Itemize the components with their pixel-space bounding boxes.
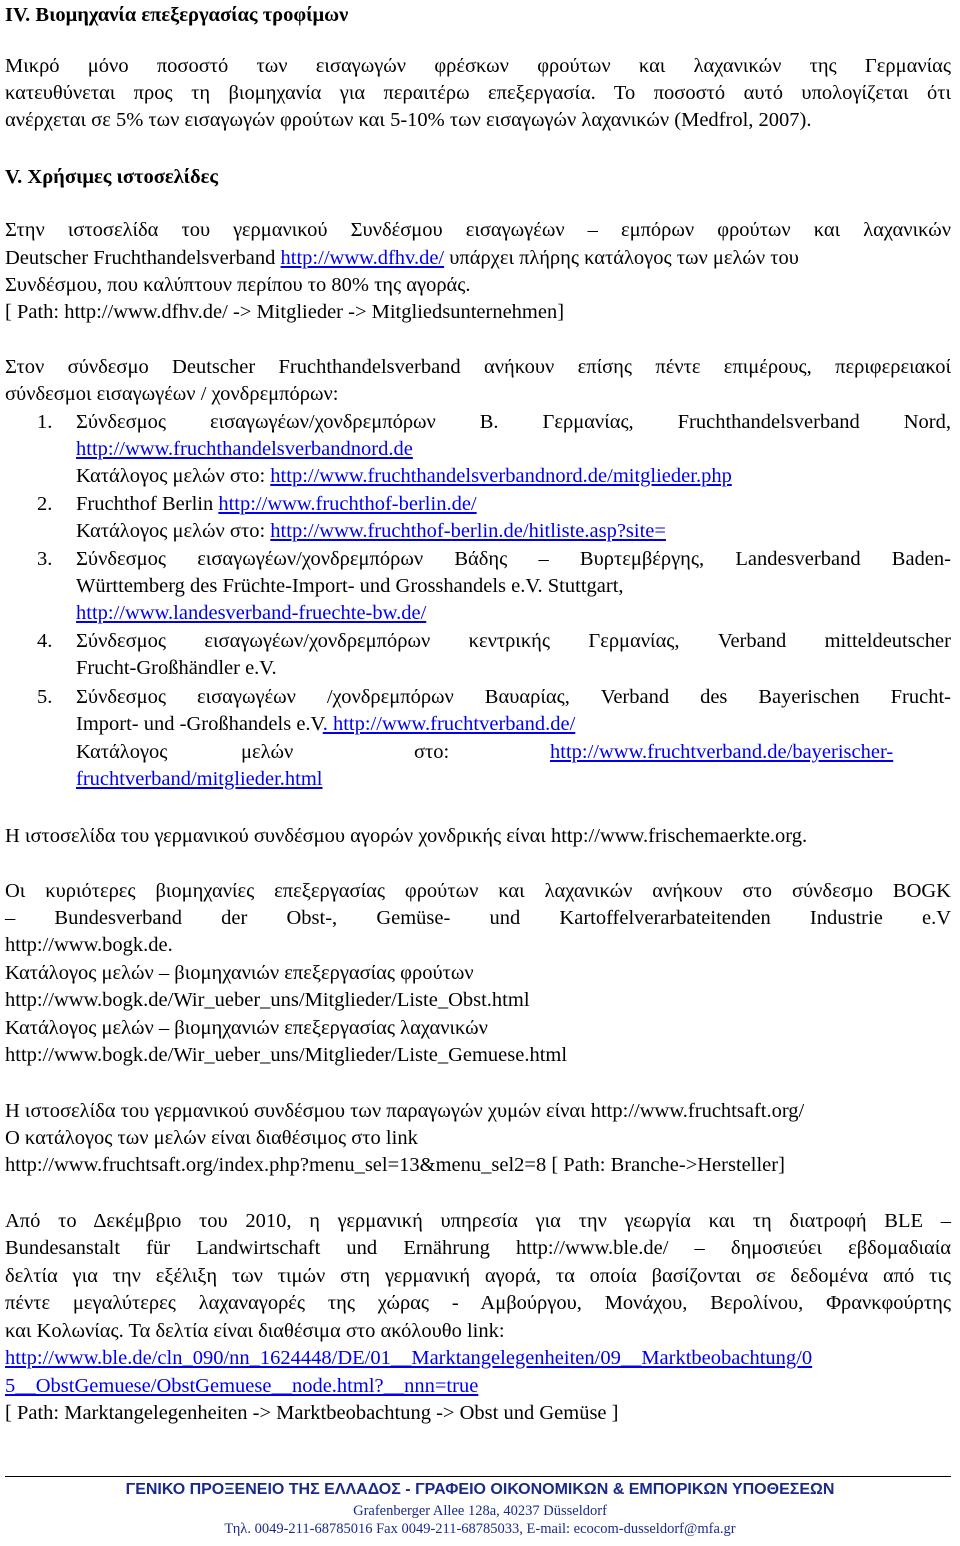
paragraph-line: Ο κατάλογος των μελών είναι διαθέσιμος στο link: [5, 1127, 418, 1149]
ble-link-line: [5, 1373, 478, 1400]
ble-link-line: [5, 1345, 812, 1372]
catalog-label: στο:: [414, 741, 450, 763]
footer-divider: [5, 1476, 951, 1477]
fruchthof-berlin-link[interactable]: http://www.fruchthof-berlin.de/: [218, 493, 477, 515]
ble-marktbeobachtung-link[interactable]: http://www.ble.de/cln_090/nn_1624448/DE/01__Marktangelegenheiten/09__Marktbeobachtung/0: [5, 1347, 813, 1369]
list-item-text: Import- und -Großhandels e.V: [76, 713, 323, 735]
list-item-line: [76, 518, 666, 545]
list-number: 2.: [37, 493, 53, 515]
bayerischer-members-link[interactable]: http://www.fruchtverband.de/bayerischer-: [550, 741, 894, 763]
nord-members-link[interactable]: http://www.fruchthandelsverbandnord.de/mitglieder.php: [270, 465, 732, 487]
paragraph-line: Από το Δεκέμβριο του 2010, η γερμανική υπηρεσία για την γεωργία και τη διατροφή BLE –: [5, 1210, 951, 1232]
path-line: [ Path: Marktangelegenheiten -> Marktbeobachtung -> Obst und Gemüse ]: [5, 1402, 619, 1424]
paragraph-line: Η ιστοσελίδα του γερμανικού συνδέσμου αγορών χονδρικής είναι http://www.frischemaerkte.org.: [5, 825, 808, 847]
paragraph-line: Στην ιστοσελίδα του γερμανικού Συνδέσμου εισαγωγέων – εμπόρων φρούτων και λαχανικών: [5, 219, 951, 241]
list-number: 1.: [37, 411, 53, 433]
list-item-line: [76, 436, 413, 463]
list-item-text: Σύνδεσμος εισαγωγέων/χονδρεμπόρων Β. Γερμανίας, Fruchthandelsverband Nord,: [76, 411, 951, 433]
list-item-text: Σύνδεσμος εισαγωγέων/χονδρεμπόρων Βάδης – Βυρτεμβέργης, Landesverband Baden-: [76, 548, 951, 570]
paragraph-line: http://www.fruchtsaft.org/index.php?menu_sel=13&menu_sel2=8 [ Path: Branche->Hersteller]: [5, 1154, 785, 1176]
paragraph-line: [5, 245, 799, 272]
footer-title: ΓΕΝΙΚΟ ΠΡΟΞΕΝΕΙΟ ΤΗΣ ΕΛΛΑΔΟΣ - ΓΡΑΦΕΙΟ ΟΙΚΟΝΟΜΙΚΩΝ & ΕΜΠΟΡΙΚΩΝ ΥΠΟΘΕΣΕΩΝ: [125, 1481, 835, 1498]
footer-address: Grafenberger Allee 128a, 40237 Düsseldorf: [353, 1503, 607, 1519]
catalog-label: μελών: [241, 741, 294, 763]
ble-marktbeobachtung-link[interactable]: 5__ObstGemuese/ObstGemuese__node.html?__nnn=true: [5, 1375, 479, 1397]
list-item-text: Frucht-Großhändler e.V.: [76, 657, 277, 679]
bayerischer-members-link-part2: [76, 766, 323, 793]
fruchtverband-link[interactable]: . http://www.fruchtverband.de/: [322, 713, 576, 735]
paragraph-line: Στον σύνδεσμο Deutscher Fruchthandelsverband ανήκουν επίσης πέντε επιμέρους, περιφερειακοί: [5, 356, 951, 378]
paragraph-line: ανέρχεται σε 5% των εισαγωγών φρούτων και 5-10% των εισαγωγών λαχανικών (Medfrol, 2007).: [5, 109, 812, 131]
paragraph-line: πέντε μεγαλύτερες λαχαναγορές της χώρας - Αμβούργου, Μονάχου, Βερολίνου, Φρανκφούρτης: [5, 1292, 951, 1314]
list-item-line: [76, 491, 477, 518]
paragraph-line: και Κολωνίας. Τα δελτία είναι διαθέσιμα στο ακόλουθο link:: [5, 1320, 505, 1342]
list-item-line: [76, 463, 732, 490]
inline-text: υπάρχει πλήρης κατάλογος των μελών του: [444, 247, 799, 269]
paragraph-line: Η ιστοσελίδα του γερμανικού συνδέσμου των παραγωγών χυμών είναι http://www.fruchtsaft.org/: [5, 1100, 805, 1122]
paragraph-line: http://www.bogk.de/Wir_ueber_uns/Mitglieder/Liste_Gemuese.html: [5, 1044, 568, 1066]
paragraph-line: Συνδέσμου, που καλύπτουν περίπου το 80% της αγοράς.: [5, 274, 471, 296]
paragraph-line: Bundesanstalt für Landwirtschaft und Ernährung http://www.ble.de/ – δημοσιεύει εβδομαδιαία: [5, 1237, 951, 1259]
bayerischer-members-link-part1: [550, 739, 893, 766]
path-line: [ Path: http://www.dfhv.de/ -> Mitglieder -> Mitgliedsunternehmen]: [5, 301, 565, 323]
paragraph-line: κατευθύνεται προς τη βιομηχανία για περαιτέρω επεξεργασία. Το ποσοστό αυτό υπολογίζεται ότι: [5, 82, 951, 104]
paragraph-line: Οι κυριότερες βιομηχανίες επεξεργασίας φρούτων και λαχανικών ανήκουν στο σύνδεσμο BOGK: [5, 880, 951, 902]
list-number: 4.: [37, 630, 53, 652]
list-item-line: [76, 600, 426, 627]
list-item-line: [76, 711, 575, 738]
list-number: 3.: [37, 548, 53, 570]
paragraph-line: δελτία για την εξέλιξη των τιμών στη γερμανική αγορά, τα οποία βασίζονται σε δεδομένα από τις: [5, 1265, 951, 1287]
paragraph-line: Μικρό μόνο ποσοστό των εισαγωγών φρέσκων φρούτων και λαχανικών της Γερμανίας: [5, 55, 951, 77]
paragraph-line: Κατάλογος μελών – βιομηχανιών επεξεργασίας λαχανικών: [5, 1017, 488, 1039]
catalog-label: Κατάλογος μελών στο:: [76, 520, 271, 542]
section-heading-iv: IV. Βιομηχανία επεξεργασίας τροφίμων: [5, 4, 349, 26]
list-item-text: Σύνδεσμος εισαγωγέων /χονδρεμπόρων Βαυαρίας, Verband des Bayerischen Frucht-: [76, 686, 951, 708]
list-item-text: Σύνδεσμος εισαγωγέων/χονδρεμπόρων κεντρικής Γερμανίας, Verband mitteldeutscher: [76, 630, 951, 652]
berlin-members-link[interactable]: http://www.fruchthof-berlin.de/hitliste.asp?site=: [270, 520, 666, 542]
inline-text: Deutscher Fruchthandelsverband: [5, 247, 281, 269]
paragraph-line: – Bundesverband der Obst-, Gemüse- und Kartoffelverarbateitenden Industrie e.V: [5, 907, 951, 929]
list-item-text: Fruchthof Berlin: [76, 493, 219, 515]
paragraph-line: http://www.bogk.de.: [5, 934, 173, 956]
paragraph-line: σύνδεσμοι εισαγωγέων / χονδρεμπόρων:: [5, 383, 339, 405]
landesverband-bw-link[interactable]: http://www.landesverband-fruechte-bw.de/: [76, 602, 427, 624]
list-number: 5.: [37, 686, 53, 708]
paragraph-line: http://www.bogk.de/Wir_ueber_uns/Mitglieder/Liste_Obst.html: [5, 989, 530, 1011]
bayerischer-members-link[interactable]: fruchtverband/mitglieder.html: [76, 768, 323, 790]
paragraph-line: Κατάλογος μελών – βιομηχανιών επεξεργασίας φρούτων: [5, 962, 474, 984]
footer-contact: Τηλ. 0049-211-68785016 Fax 0049-211-68785033, E-mail: ecocom-dusseldorf@mfa.gr: [224, 1521, 736, 1537]
catalog-label: Κατάλογος: [76, 741, 168, 763]
fruchthandelsverbandnord-link[interactable]: http://www.fruchthandelsverbandnord.de: [76, 438, 413, 460]
catalog-label: Κατάλογος μελών στο:: [76, 465, 271, 487]
dfhv-link[interactable]: http://www.dfhv.de/: [280, 247, 445, 269]
section-heading-v: V. Χρήσιμες ιστοσελίδες: [5, 166, 219, 188]
list-item-text: Württemberg des Früchte-Import- und Grosshandels e.V. Stuttgart,: [76, 575, 624, 597]
